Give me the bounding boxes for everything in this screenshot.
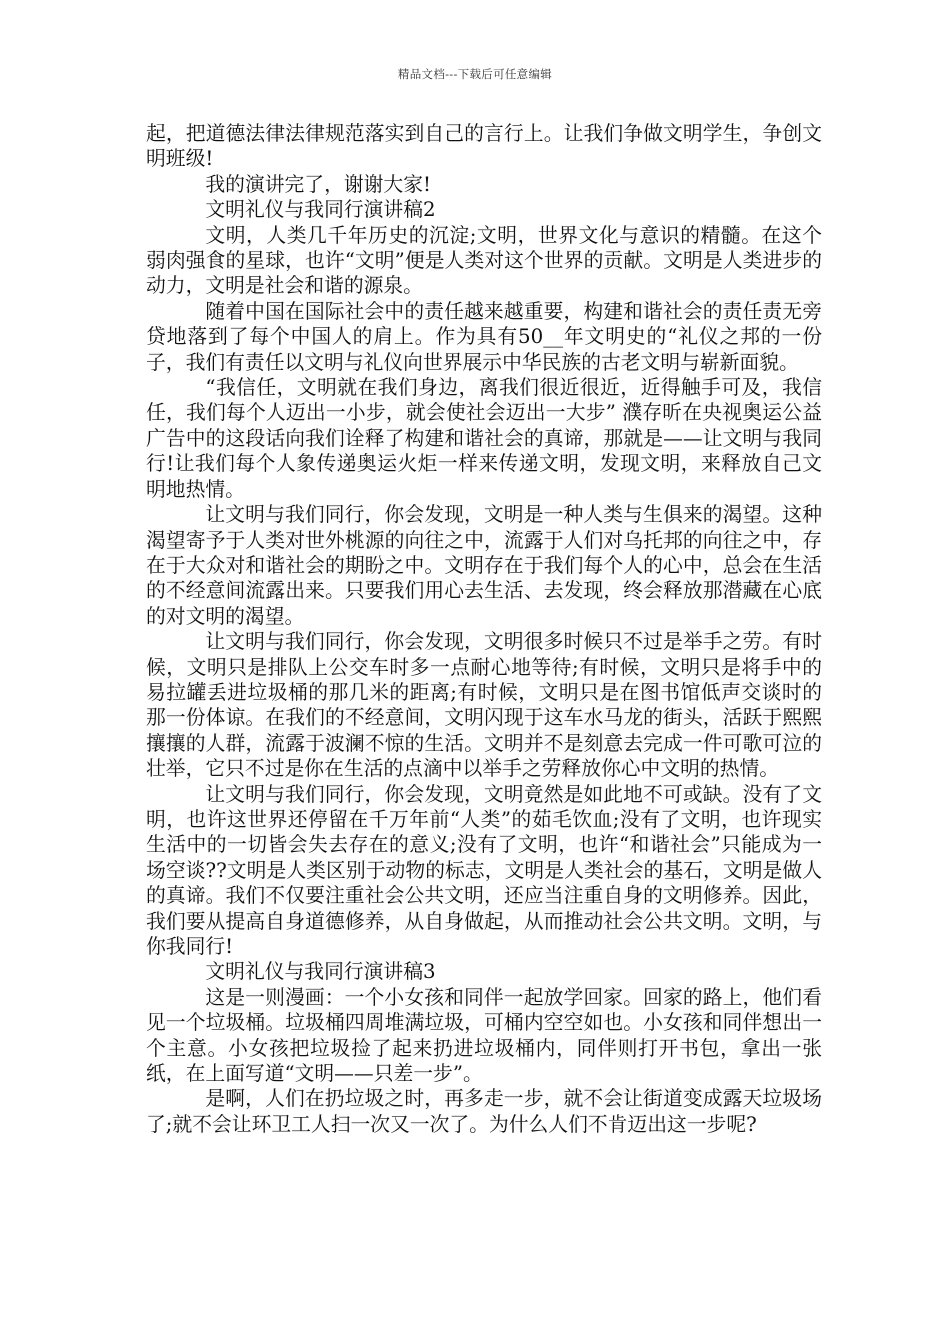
paragraph: 这是一则漫画：一个小女孩和同伴一起放学回家。回家的路上，他们看见一个垃圾桶。垃圾桶四周堆满垃圾，可桶内空空如也。小女孩和同伴想出一个主意。小女孩把垃圾捡了起来扔进垃圾桶内，同伴则打开书包，拿出一张纸，在上面写道“文明——只差一步”。 — [146, 985, 822, 1086]
page-header: 精品文档---下载后可任意编辑 — [397, 67, 553, 81]
paragraph: 是啊，人们在扔垃圾之时，再多走一步，就不会让街道变成露天垃圾场了;就不会让环卫工人扫一次又一次了。为什么人们不肯迈出这一步呢? — [146, 1087, 822, 1136]
paragraph: 让文明与我们同行，你会发现，文明是一种人类与生俱来的渴望。这种渴望寄予于人类对世外桃源的向往之中，流露于人们对乌托邦的向往之中，存在于大众对和谐社会的期盼之中。文明存在于我们每个人的心中，总会在生活的不经意间流露出来。只要我们用心去生活、去发现，终会释放那潜藏在心底的对文明的渴望。 — [146, 503, 822, 628]
document-body — [146, 121, 822, 1137]
paragraph: 随着中国在国际社会中的责任越来越重要，构建和谐社会的责任责无旁贷地落到了每个中国人的肩上。作为具有50__年文明史的“礼仪之邦的一份子，我们有责任以文明与礼仪向世界展示中华民族的古老文明与崭新面貌。 — [146, 299, 822, 374]
section-heading: 文明礼仪与我同行演讲稿3 — [205, 960, 436, 984]
paragraph: “我信任，文明就在我们身边，离我们很近很近，近得触手可及，我信任，我们每个人迈出一小步，就会使社会迈出一大步” 濮存昕在央视奥运公益广告中的这段话向我们诠释了构建和谐社会的真谛，那就是——让文明与我同行!让我们每个人象传递奥运火炬一样来传递文明，发现文明，来释放自己文明地热情。 — [146, 376, 822, 501]
paragraph: 让文明与我们同行，你会发现，文明很多时候只不过是举手之劳。有时候，文明只是排队上公交车时多一点耐心地等待;有时候，文明只是将手中的易拉罐丢进垃圾桶的那几米的距离;有时候，文明只是在图书馆低声交谈时的那一份体谅。在我们的不经意间，文明闪现于这车水马龙的街头，活跃于熙熙攘攘的人群，流露于波澜不惊的生活。文明并不是刻意去完成一件可歌可泣的壮举，它只不过是你在生活的点滴中以举手之劳释放你心中文明的热情。 — [146, 630, 822, 781]
paragraph: 起，把道德法律法律规范落实到自己的言行上。让我们争做文明学生，争创文明班级! — [146, 122, 822, 171]
paragraph: 文明，人类几千年历史的沉淀;文明，世界文化与意识的精髓。在这个弱肉强食的星球，也许“文明”便是人类对这个世界的贡献。文明是人类进步的动力，文明是社会和谐的源泉。 — [146, 223, 822, 298]
paragraph: 让文明与我们同行，你会发现，文明竟然是如此地不可或缺。没有了文明，也许这世界还停留在千万年前“人类”的茹毛饮血;没有了文明，也许现实生活中的一切皆会失去存在的意义;没有了文明，也许“和谐社会”只能成为一场空谈??文明是人类区别于动物的标志，文明是人类社会的基石，文明是做人的真谛。我们不仅要注重社会公共文明，还应当注重自身的文明修养。因此，我们要从提高自身道德修养，从自身做起，从而推动社会公共文明。文明，与你我同行! — [146, 782, 822, 958]
paragraph: 我的演讲完了，谢谢大家! — [205, 172, 431, 196]
section-heading: 文明礼仪与我同行演讲稿2 — [205, 198, 436, 222]
